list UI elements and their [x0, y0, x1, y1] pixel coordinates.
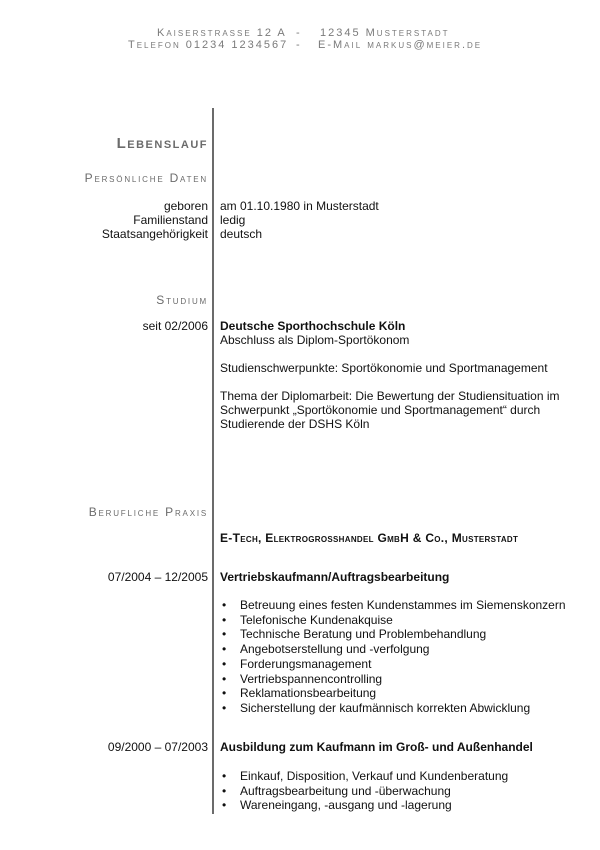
- address-street: Kaiserstrasse 12 A: [157, 27, 287, 39]
- study-degree: Abschluss als Diplom-Sportökonom: [220, 333, 410, 347]
- company-name: E-Tech, Elektrogrosshandel GmbH & Co., Musterstadt: [220, 531, 519, 545]
- personal-label: Familienstand: [133, 213, 208, 227]
- page-title: Lebenslauf: [116, 135, 208, 152]
- job-period: 07/2004 – 12/2005: [107, 570, 208, 584]
- list-item: • Wareneingang, -ausgang und -lagerung: [220, 798, 508, 813]
- section-heading-personal: Persönliche Daten: [84, 171, 208, 185]
- job-title: Ausbildung zum Kaufmann im Groß- und Außenhandel: [220, 740, 533, 754]
- address-city: 12345 Musterstadt: [320, 27, 450, 39]
- study-date: seit 02/2006: [142, 319, 208, 333]
- list-item: • Vertriebspannencontrolling: [220, 672, 566, 687]
- list-item: • Einkauf, Disposition, Verkauf und Kundenberatung: [220, 769, 508, 784]
- study-thesis: Studierende der DSHS Köln: [220, 417, 370, 431]
- personal-label: geboren: [163, 199, 208, 213]
- job-task-list: [220, 598, 566, 716]
- personal-value: am 01.10.1980 in Musterstadt: [220, 199, 379, 213]
- study-focus: Studienschwerpunkte: Sportökonomie und Sportmanagement: [220, 361, 548, 375]
- list-item: • Reklamationsbearbeitung: [220, 686, 566, 701]
- address-email: E-Mail markus@meier.de: [318, 39, 483, 51]
- header-separator: -: [296, 39, 300, 51]
- list-item: • Forderungsmanagement: [220, 657, 566, 672]
- personal-value: ledig: [220, 213, 246, 227]
- job-task-list: [220, 769, 508, 813]
- list-item: • Auftragsbearbeitung und -überwachung: [220, 784, 508, 799]
- personal-value: deutsch: [220, 227, 263, 241]
- list-item: • Sicherstellung der kaufmännisch korrekten Abwicklung: [220, 701, 566, 716]
- header-separator: -: [296, 27, 300, 39]
- address-phone: Telefon 01234 1234567: [128, 39, 289, 51]
- study-thesis: Schwerpunkt „Sportökonomie und Sportmanagement“ durch: [220, 403, 541, 417]
- section-heading-practice: Berufliche Praxis: [88, 505, 208, 519]
- section-heading-study: Studium: [156, 293, 208, 307]
- job-title: Vertriebskaufmann/Auftragsbearbeitung: [220, 570, 450, 584]
- vertical-divider: [212, 108, 214, 814]
- list-item: • Telefonische Kundenakquise: [220, 613, 566, 628]
- job-period: 09/2000 – 07/2003: [107, 740, 208, 754]
- study-institution: Deutsche Sporthochschule Köln: [220, 319, 406, 333]
- list-item: • Betreuung eines festen Kundenstammes im Siemenskonzern: [220, 598, 566, 613]
- personal-label: Staatsangehörigkeit: [101, 227, 208, 241]
- list-item: • Angebotserstellung und -verfolgung: [220, 642, 566, 657]
- list-item: • Technische Beratung und Problembehandlung: [220, 627, 566, 642]
- study-thesis: Thema der Diplomarbeit: Die Bewertung der Studiensituation im: [220, 389, 560, 403]
